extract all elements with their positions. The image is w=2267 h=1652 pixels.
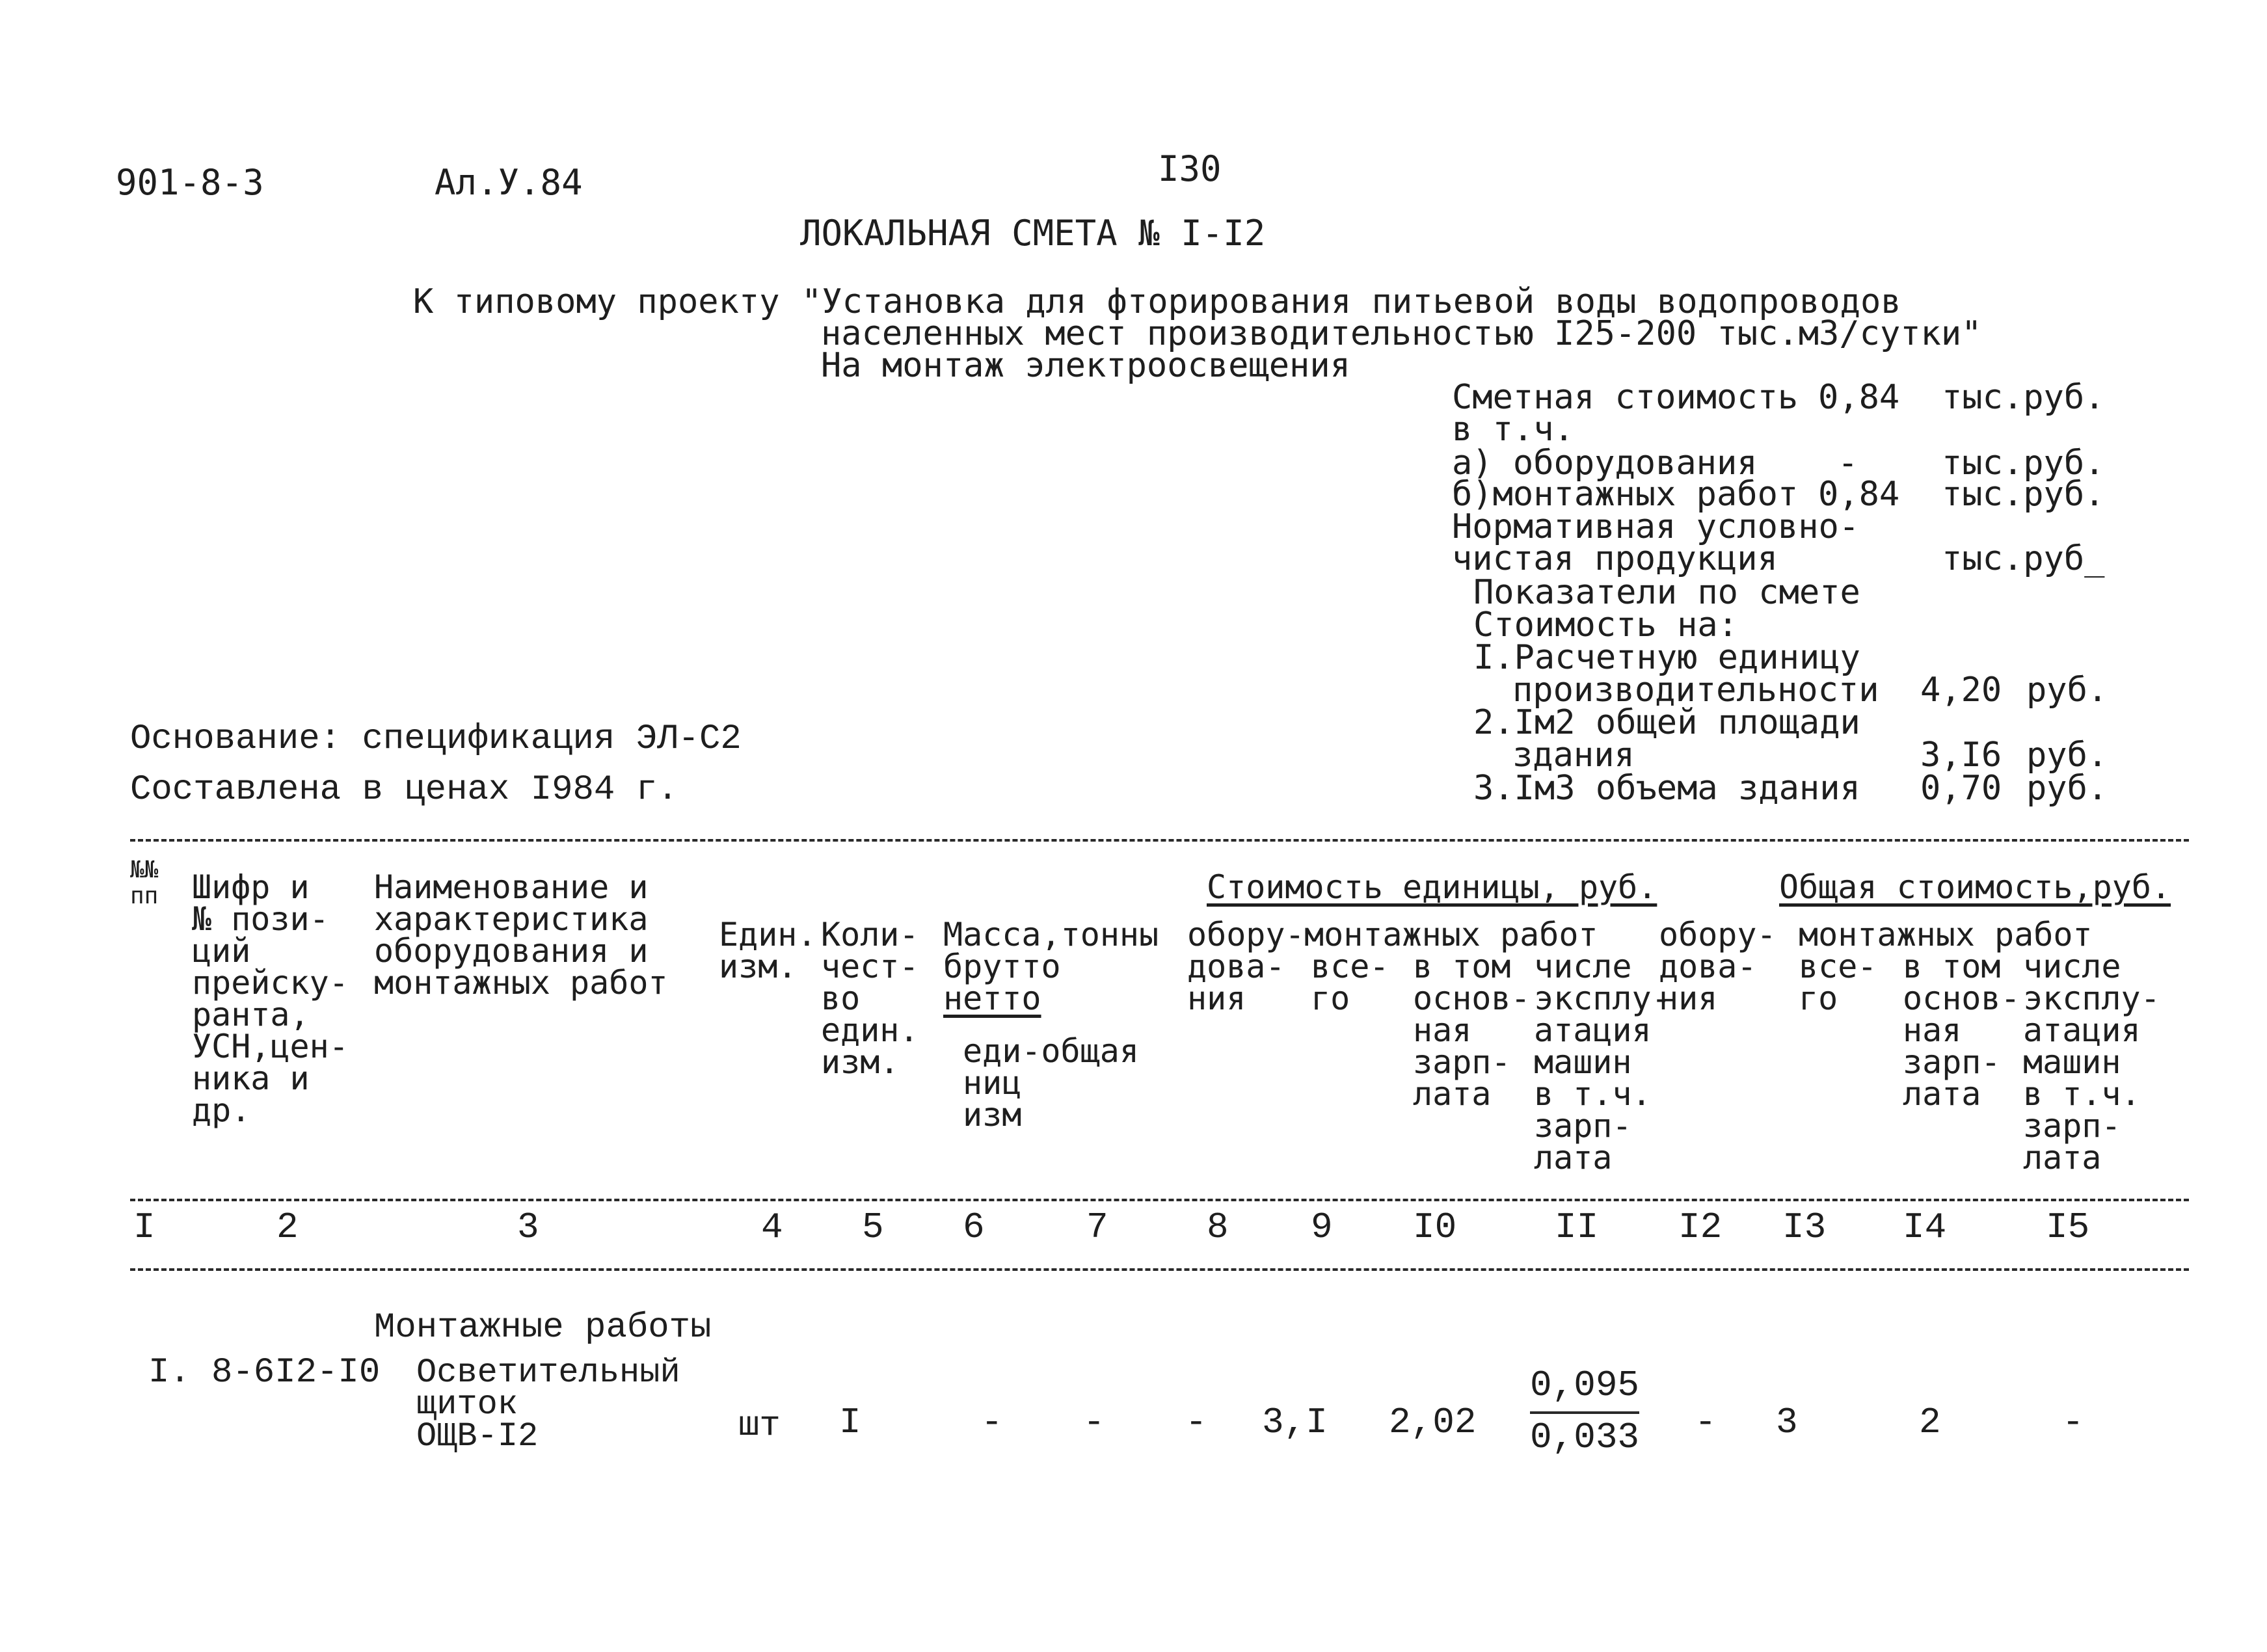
indicator-2-value: 3,I6 [1920,736,2002,775]
col-header-code: Шифр и № пози- ций прейску- ранта, УСН,цен- ника и др. [192,868,349,1129]
net-product-label-1: Нормативная условно- [1452,507,1860,546]
indicator-1-value: 4,20 [1920,671,2002,710]
fraction-line [1530,1411,1639,1414]
column-number: 5 [862,1206,884,1248]
col-header-unit: Един. изм. [719,916,817,985]
col-header-total-salary: в том основ- ная зарп- лата [1903,948,2020,1113]
row-mass-total: - [1083,1402,1105,1443]
row-machines-top: 0,095 [1530,1365,1640,1406]
basis-line-1: Основание: спецификация ЭЛ-С2 [130,719,742,759]
project-line-1: "Установка для фторирования питьевой воды водопроводов [801,282,1901,321]
row-mount-salary: 2,02 [1389,1402,1477,1443]
indicator-3-label: 3.Iм3 объема здания [1473,769,1860,808]
col-header-mass-unit-total: еди-общая ниц изм [963,1032,1139,1134]
indicator-1-label-1: I.Расчетную единицу [1473,638,1860,677]
including-label: в т.ч. [1452,410,1574,449]
col-header-mount-salary: в том основ- ная зарп- лата [1413,948,1531,1113]
col-header-mount-total: все- го [1311,948,1389,1017]
column-number: I2 [1678,1206,1723,1248]
column-number: I5 [2046,1206,2090,1248]
col-header-unit-cost: Стоимость единицы, руб. [1207,868,1657,906]
cost-unit: тыс.руб. [1942,378,2105,417]
indicator-2-unit: руб. [2026,736,2108,775]
equipment-value: - [1838,444,1858,483]
album-number: Ал.У.84 [435,162,583,203]
row-mass-unit: - [981,1402,1003,1443]
column-number: 2 [276,1206,299,1248]
col-header-equipment: обору- дова- ния [1187,916,1305,1017]
column-number: 4 [761,1206,783,1248]
col-header-total-machines: числе эксплу- атация машин в т.ч. зарп- лата [2023,948,2160,1177]
row-number: I. [148,1353,191,1392]
col-header-total-cost: Общая стоимость,руб. [1779,868,2171,906]
project-line-2: населенных мест производительностью I25-200 тыс.м3/сутки" [821,314,1982,353]
col-header-mass-net: нетто [943,979,1041,1017]
row-equipment: - [1185,1402,1207,1443]
cost-label: Сметная стоимость [1452,378,1799,417]
column-number: I3 [1782,1206,1827,1248]
col-header-mass: Масса,тонны брутто [943,916,1159,985]
col-header-total-mount: все- го [1799,948,1877,1017]
column-number: 7 [1086,1206,1108,1248]
document-code: 901-8-3 [116,162,264,203]
table-top-rule [130,839,2189,842]
header-bottom-rule [130,1199,2189,1201]
column-number: I4 [1903,1206,1947,1248]
equipment-label: а) оборудования [1452,444,1758,483]
mounting-unit: тыс.руб. [1942,475,2105,514]
indicator-2-label-1: 2.Iм2 общей площади [1473,703,1860,742]
column-number: 6 [963,1206,985,1248]
col-header-total-mount-works: монтажных работ [1799,916,2093,953]
col-header-mount-works: монтажных работ [1304,916,1598,953]
document-title: ЛОКАЛЬНАЯ СМЕТА № I-I2 [800,213,1266,254]
equipment-unit: тыс.руб. [1942,444,2105,483]
indicators-title: Показатели по смете [1473,573,1860,612]
row-quantity: I [839,1402,861,1443]
indicator-2-label-2: здания [1512,736,1635,775]
basis-line-2: Составлена в ценах I984 г. [130,770,678,810]
row-machines-bottom: 0,033 [1530,1417,1640,1458]
column-number: 3 [517,1206,539,1248]
row-total-mount: 3 [1776,1402,1798,1443]
row-mount-total: 3,I [1262,1402,1328,1443]
column-number: I0 [1413,1206,1457,1248]
indicator-1-unit: руб. [2026,671,2108,710]
row-total-salary: 2 [1919,1402,1941,1443]
indicator-3-unit: руб. [2026,769,2108,808]
net-product-unit: тыс.руб_ [1942,539,2105,578]
col-header-total-equipment: обору- дова- ния [1659,916,1777,1017]
project-line-3: На монтаж электроосвещения [821,346,1350,385]
mounting-label: б)монтажных работ [1452,475,1799,514]
indicator-3-value: 0,70 [1920,769,2002,808]
col-header-mount-machines: числе эксплу- атация машин в т.ч. зарп- лата [1534,948,1671,1177]
indicator-1-label-2: производительности [1512,671,1879,710]
cost-value: 0,84 [1818,378,1900,417]
col-header-number: №№ пп [130,857,159,909]
numbers-bottom-rule [130,1268,2189,1271]
col-header-quantity: Коли- чест- во един. изм. [821,916,919,1081]
row-code: 8-6I2-I0 [211,1353,381,1392]
col-header-name: Наименование и характеристика оборудования и монтажных работ [374,868,668,1002]
row-total-equipment: - [1695,1402,1717,1443]
section-title: Монтажные работы [374,1308,712,1348]
column-number: 8 [1207,1206,1229,1248]
indicators-cost-on: Стоимость на: [1473,606,1738,645]
row-total-machines: - [2062,1402,2084,1443]
mounting-value: 0,84 [1818,475,1900,514]
row-name: Осветительный щиток ОЩВ-I2 [416,1353,680,1456]
row-unit: шт [738,1406,781,1446]
column-number: 9 [1311,1206,1333,1248]
column-number: II [1555,1206,1599,1248]
column-number: I [133,1206,155,1248]
page-number: I30 [1158,148,1222,189]
net-product-label-2: чистая продукция [1452,539,1778,578]
project-prefix: К типовому проекту [413,282,780,321]
